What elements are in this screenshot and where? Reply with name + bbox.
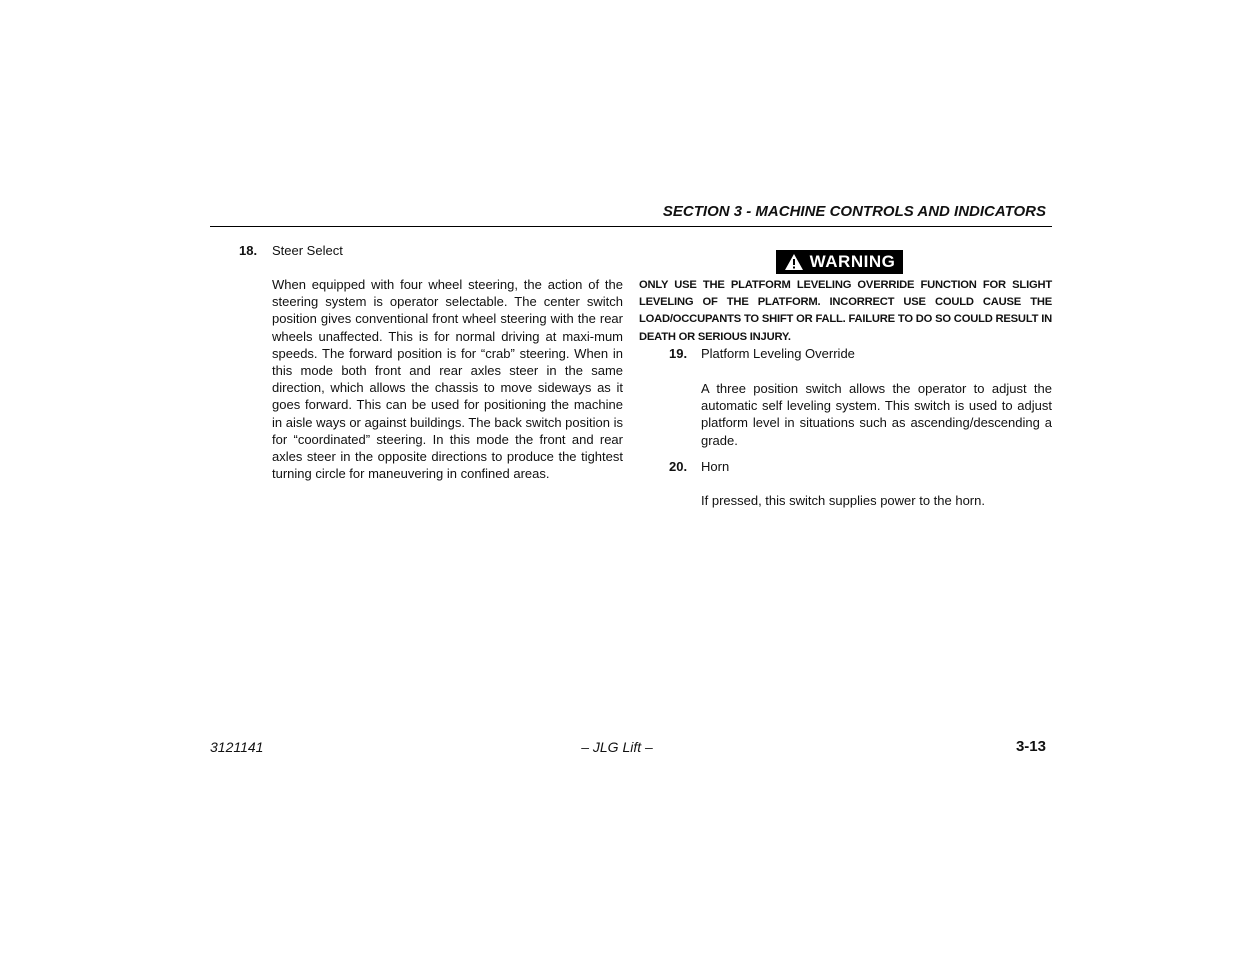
- item-description: If pressed, this switch supplies power to the horn.: [701, 493, 985, 508]
- warning-message: ONLY USE THE PLATFORM LEVELING OVERRIDE FUNCTION FOR SLIGHT LEVELING OF THE PLATFORM. INCORRECT USE COULD CAUSE THE LOAD/OCCUPANTS TO SHIFT OR FALL. FAILURE TO DO SO COULD RESULT IN DEATH OR SERIOUS INJURY.: [639, 279, 1052, 343]
- section-title: SECTION 3 - MACHINE CONTROLS AND INDICATORS: [662, 203, 1046, 220]
- footer-brand: – JLG Lift –: [581, 739, 653, 755]
- document-number: 3121141: [210, 739, 264, 755]
- item-description: A three position switch allows the operator to adjust the automatic self leveling system. This switch is used to adjust platform level in situations such as ascending/descending a grade.: [701, 381, 1052, 448]
- header-divider: [210, 226, 1052, 227]
- item-title: Platform Leveling Override: [701, 346, 855, 361]
- item-number: 19.: [669, 346, 688, 361]
- item-title: Steer Select: [272, 243, 343, 258]
- warning-triangle-icon: [784, 253, 804, 271]
- item-title: Horn: [701, 459, 730, 474]
- page-number: 3-13: [1015, 738, 1046, 755]
- warning-badge: [776, 250, 903, 274]
- item-number: 20.: [669, 459, 688, 474]
- item-description: When equipped with four wheel steering, the action of the steering system is operator selectable. The center switch position gives conventional front wheel steering with the rear wheels unaffected. This is for normal driving at maxi-mum speeds. The forward position is for “crab” steering. When in this mode both front and rear axles steer in the same direction, which allows the chassis to move sideways as it goes forward. This can be used for positioning the machine in aisle ways or against buildings. The back switch position is for “coordinated” steering. In this mode the front and rear axles steer in the opposite directions to produce the tightest turning circle for maneuvering in confined areas.: [272, 277, 623, 482]
- warning-label: WARNING: [809, 252, 896, 271]
- item-number: 18.: [239, 243, 258, 258]
